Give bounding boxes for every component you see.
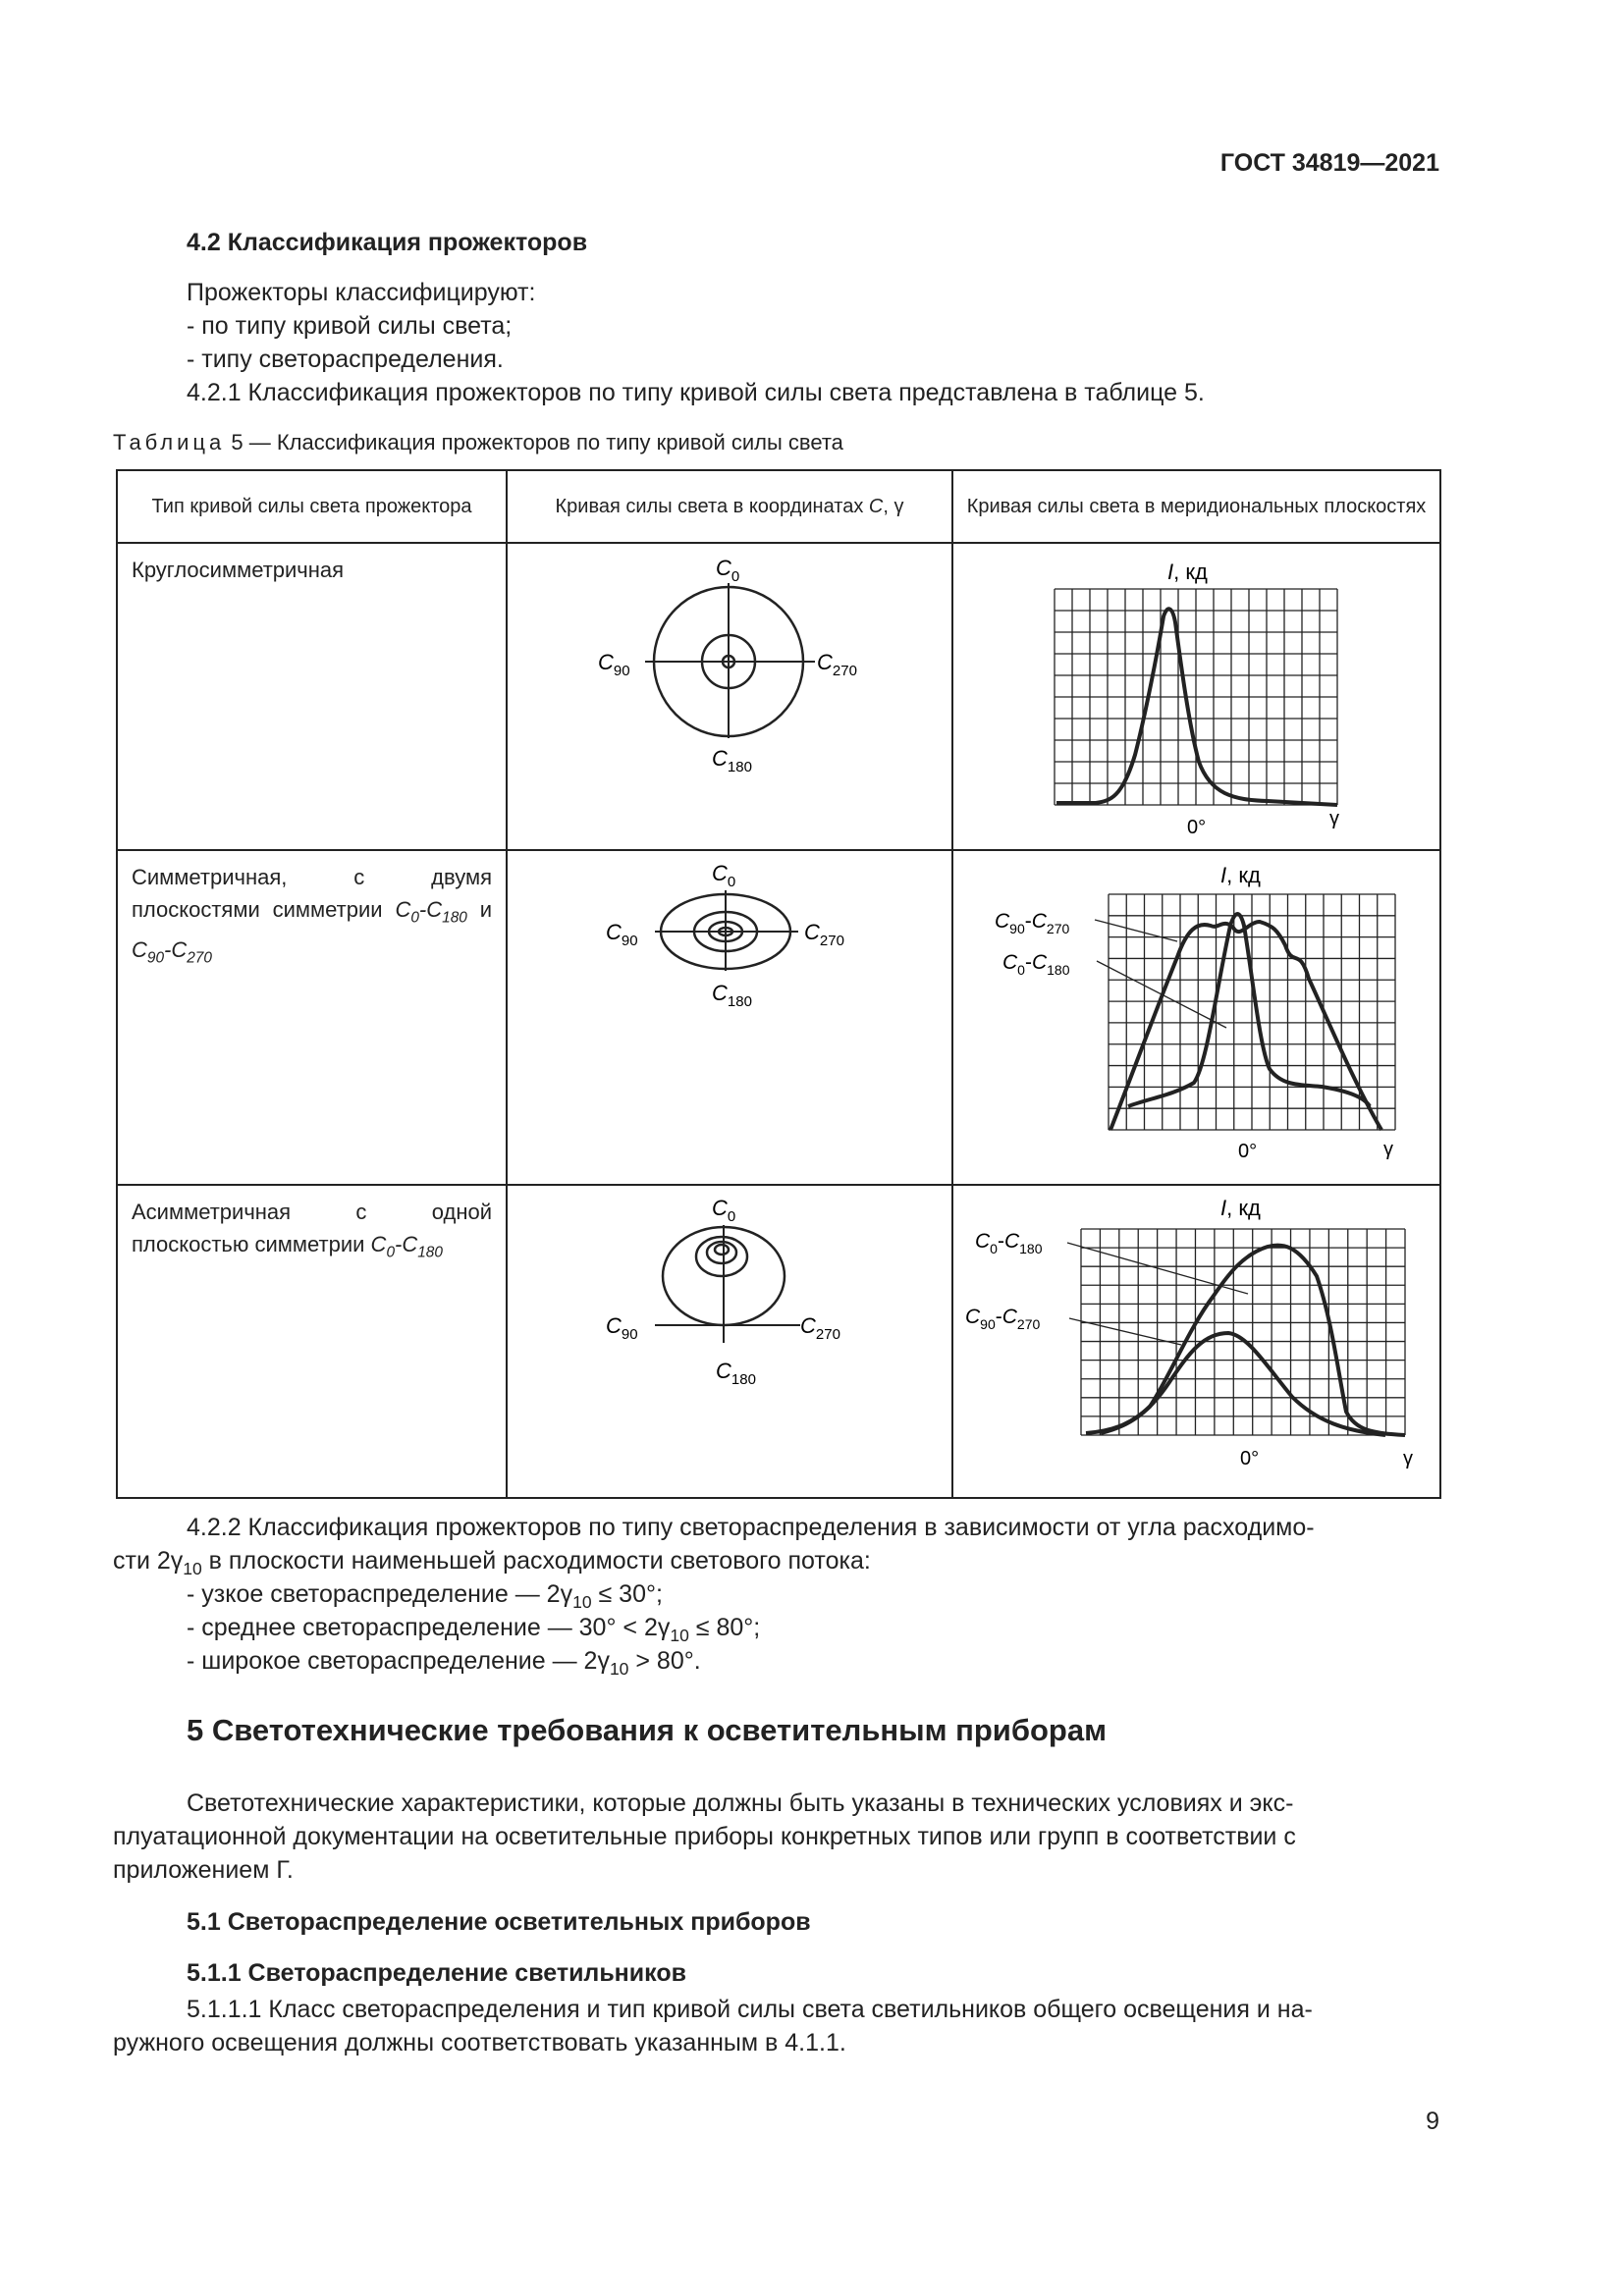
row-3-meridional <box>952 1185 1440 1498</box>
classification-table <box>116 469 1441 1499</box>
header-meridional: Кривая силы света в меридиональных плоскостях <box>952 470 1440 543</box>
row-3-name-b: $C_0-C_{180}$ <box>370 1232 443 1261</box>
table-header-row <box>117 470 1440 543</box>
table-row <box>117 850 1440 1185</box>
table-caption <box>113 430 843 455</box>
table-caption-word: Таблица <box>113 430 226 454</box>
ikd-label: I, кд <box>1220 863 1261 887</box>
p5111-line-2: ружного освещения должны соответствовать указанным в 4.1.1. <box>113 2029 846 2056</box>
s42-item-1: - по типу кривой силы света; <box>187 312 513 340</box>
table-row <box>117 1185 1440 1498</box>
polar-diagram-asymmetric <box>508 1186 951 1492</box>
row-2-polar <box>507 850 952 1185</box>
row-1-meridional <box>952 543 1440 850</box>
zero-label: 0° <box>1240 1448 1260 1469</box>
row-2-name <box>117 850 507 1185</box>
p422-item-3: - широкое светораспределение — $2\gamma_{10} > 80^\circ$. <box>187 1647 701 1679</box>
c270-label: $C_{270}$ <box>804 920 844 949</box>
p422-item-1: - узкое светораспределение — $2\gamma_{10} \le 30^\circ$; <box>187 1580 663 1612</box>
row-2-name-c: и <box>466 897 493 922</box>
s5-para-line-3: приложением Г. <box>113 1856 294 1884</box>
polar-diagram-round <box>508 544 951 844</box>
c90-label: $C_{90}$ <box>606 920 638 949</box>
row-2-name-d: $C_{90}-C_{270}$ <box>132 937 212 967</box>
intensity-chart-asymmetric <box>953 1186 1439 1492</box>
c90-label: $C_{90}$ <box>606 1313 638 1343</box>
c180-label: $C_{180}$ <box>716 1359 756 1388</box>
c270-label: $C_{270}$ <box>800 1313 840 1343</box>
ikd-label: I, кд <box>1220 1196 1261 1220</box>
s421-paragraph: 4.2.1 Классификация прожекторов по типу кривой силы света представлена в таблице 5. <box>187 379 1205 406</box>
curve-round <box>1056 609 1337 805</box>
c0-c180-label: $C_0-C_{180}$ <box>1002 951 1070 978</box>
row-3-polar <box>507 1185 952 1498</box>
p422-line-1: 4.2.2 Классификация прожекторов по типу светораспределения в зависимости от угла расходимо- <box>187 1514 1315 1541</box>
zero-label: 0° <box>1238 1141 1258 1162</box>
row-3-name <box>117 1185 507 1498</box>
c0-c180-label: $C_0-C_{180}$ <box>975 1230 1043 1256</box>
row-1-polar <box>507 543 952 850</box>
c90-c270-label: $C_{90}-C_{270}$ <box>965 1306 1041 1332</box>
row-2-name-b: $C_0-C_{180}$ <box>395 897 467 927</box>
row-2-name-a: Симметричная, с двумя плоскостями симметрии <box>132 865 492 922</box>
section-4-2-title: 4.2 Классификация прожекторов <box>187 229 588 256</box>
table-caption-text: 5 — Классификация прожекторов по типу кривой силы света <box>231 430 843 454</box>
section-5-1-1-title: 5.1.1 Светораспределение светильников <box>187 1959 686 1987</box>
c90-c270-label: $C_{90}-C_{270}$ <box>995 910 1070 936</box>
c270-label: $C_{270}$ <box>817 650 857 679</box>
c180-label: $C_{180}$ <box>712 746 752 775</box>
page-number: 9 <box>1426 2108 1439 2135</box>
curve-c0-c180 <box>1128 914 1370 1106</box>
c0-label: $C_0$ <box>712 861 736 890</box>
p422-line-2: сти $2\gamma_{10}$ в плоскости наименьшей расходимости светового потока: <box>113 1547 871 1578</box>
p5111-line-1: 5.1.1.1 Класс светораспределения и тип кривой силы света светильников общего освещения и на- <box>187 1996 1313 2023</box>
intensity-chart-symmetric <box>953 851 1439 1179</box>
c0-label: $C_0$ <box>716 556 740 585</box>
section-5-1-title: 5.1 Светораспределение осветительных приборов <box>187 1908 811 1936</box>
header-type: Тип кривой силы света прожектора <box>117 470 507 543</box>
s5-para-line-2: плуатационной документации на осветительные приборы конкретных типов или групп в соответствии с <box>113 1823 1296 1850</box>
ikd-label: I, кд <box>1167 560 1208 584</box>
gamma-label: γ <box>1403 1448 1413 1469</box>
c90-label: $C_{90}$ <box>598 650 630 679</box>
s42-intro: Прожекторы классифицируют: <box>187 279 536 306</box>
gamma-label: γ <box>1329 808 1339 829</box>
section-5-title: 5 Светотехнические требования к осветительным приборам <box>187 1713 1108 1747</box>
s42-item-2: - типу светораспределения. <box>187 346 504 373</box>
table-row <box>117 543 1440 850</box>
zero-label: 0° <box>1187 817 1207 838</box>
document-id: ГОСТ 34819—2021 <box>1219 149 1439 177</box>
gamma-label: γ <box>1383 1139 1393 1160</box>
polar-diagram-symmetric <box>508 851 951 1179</box>
c180-label: $C_{180}$ <box>712 981 752 1010</box>
row-2-meridional <box>952 850 1440 1185</box>
header-cgamma: Кривая силы света в координатах C, γ <box>507 470 952 543</box>
p422-item-2: - среднее светораспределение — $30^\circ < 2\gamma_{10} \le 80^\circ$; <box>187 1614 761 1645</box>
intensity-chart-round <box>953 544 1439 844</box>
c0-label: $C_0$ <box>712 1196 736 1225</box>
s5-para-line-1: Светотехнические характеристики, которые должны быть указаны в технических условиях и экс- <box>187 1789 1294 1817</box>
row-1-name: Круглосимметричная <box>117 543 507 850</box>
row-3-name-a: Асимметричная с одной плоскостью симметрии <box>132 1200 492 1256</box>
